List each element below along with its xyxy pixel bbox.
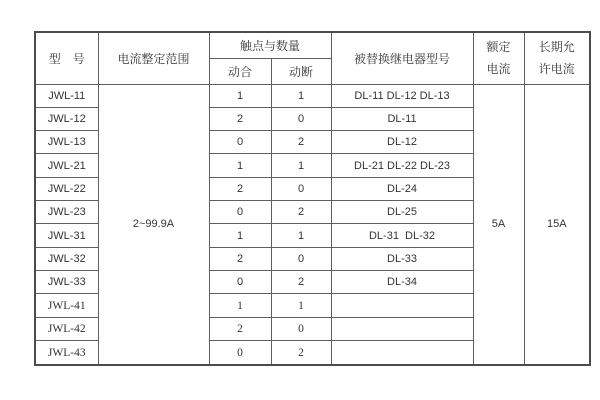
normally-closed-cell: 0	[271, 177, 331, 200]
header-rated-current-line1: 额定	[486, 40, 511, 55]
normally-open-cell: 1	[209, 294, 271, 317]
replaced-models-cell: DL-25	[331, 201, 473, 224]
normally-closed-cell: 1	[271, 84, 331, 107]
model-cell: JWL-33	[35, 271, 98, 294]
replaced-models-cell: DL-11	[331, 107, 473, 130]
header-row-1	[35, 32, 590, 58]
replaced-models-cell: DL-24	[331, 177, 473, 200]
normally-open-cell: 2	[209, 317, 271, 340]
normally-closed-cell: 0	[271, 247, 331, 270]
normally-open-cell: 0	[209, 131, 271, 154]
normally-open-cell: 1	[209, 154, 271, 177]
table-body	[35, 84, 590, 365]
model-cell: JWL-43	[35, 341, 98, 365]
replaced-models-cell: DL-12	[331, 131, 473, 154]
model-cell: JWL-11	[35, 84, 98, 107]
normally-open-cell: 2	[209, 177, 271, 200]
replaced-models-cell	[331, 317, 473, 340]
normally-open-cell: 0	[209, 341, 271, 365]
header-current-setting-range: 电流整定范围	[98, 32, 209, 84]
model-cell: JWL-32	[35, 247, 98, 270]
normally-open-cell: 1	[209, 84, 271, 107]
header-model: 型 号	[35, 32, 98, 84]
model-cell: JWL-21	[35, 154, 98, 177]
header-contacts-normally-closed: 动断	[271, 58, 331, 84]
header-rated-current-line2: 电流	[486, 62, 511, 77]
normally-open-cell: 2	[209, 107, 271, 130]
model-cell: JWL-12	[35, 107, 98, 130]
replaced-models-cell: DL-21 DL-22 DL-23	[331, 154, 473, 177]
header-contacts-normally-open: 动合	[209, 58, 271, 84]
normally-closed-cell: 2	[271, 341, 331, 365]
model-cell: JWL-13	[35, 131, 98, 154]
header-contacts-group: 触点与数量	[209, 32, 331, 58]
long-term-current-cell: 15A	[524, 84, 590, 365]
replaced-models-cell: DL-34	[331, 271, 473, 294]
normally-closed-cell: 1	[271, 154, 331, 177]
normally-closed-cell: 1	[271, 294, 331, 317]
model-cell: JWL-22	[35, 177, 98, 200]
normally-open-cell: 1	[209, 224, 271, 247]
model-cell: JWL-23	[35, 201, 98, 224]
relay-spec-table	[34, 31, 591, 366]
header-long-term-current-line1: 长期允	[538, 40, 575, 55]
header-long-term-current	[524, 32, 590, 84]
normally-closed-cell: 1	[271, 224, 331, 247]
normally-open-cell: 0	[209, 201, 271, 224]
header-rated-current	[473, 32, 524, 84]
normally-closed-cell: 2	[271, 271, 331, 294]
replaced-models-cell: DL-31 DL-32	[331, 224, 473, 247]
replaced-models-cell	[331, 294, 473, 317]
normally-open-cell: 0	[209, 271, 271, 294]
normally-closed-cell: 2	[271, 201, 331, 224]
normally-closed-cell: 0	[271, 317, 331, 340]
table-row	[35, 84, 590, 107]
normally-closed-cell: 0	[271, 107, 331, 130]
normally-open-cell: 2	[209, 247, 271, 270]
replaced-models-cell: DL-33	[331, 247, 473, 270]
replaced-models-cell	[331, 341, 473, 365]
header-replaced-relay-model: 被替换继电器型号	[331, 32, 473, 84]
model-cell: JWL-31	[35, 224, 98, 247]
current-setting-range-cell: 2~99.9A	[98, 84, 209, 365]
header-long-term-current-line2: 许电流	[538, 62, 575, 77]
normally-closed-cell: 2	[271, 131, 331, 154]
rated-current-cell: 5A	[473, 84, 524, 365]
replaced-models-cell: DL-11 DL-12 DL-13	[331, 84, 473, 107]
model-cell: JWL-41	[35, 294, 98, 317]
model-cell: JWL-42	[35, 317, 98, 340]
